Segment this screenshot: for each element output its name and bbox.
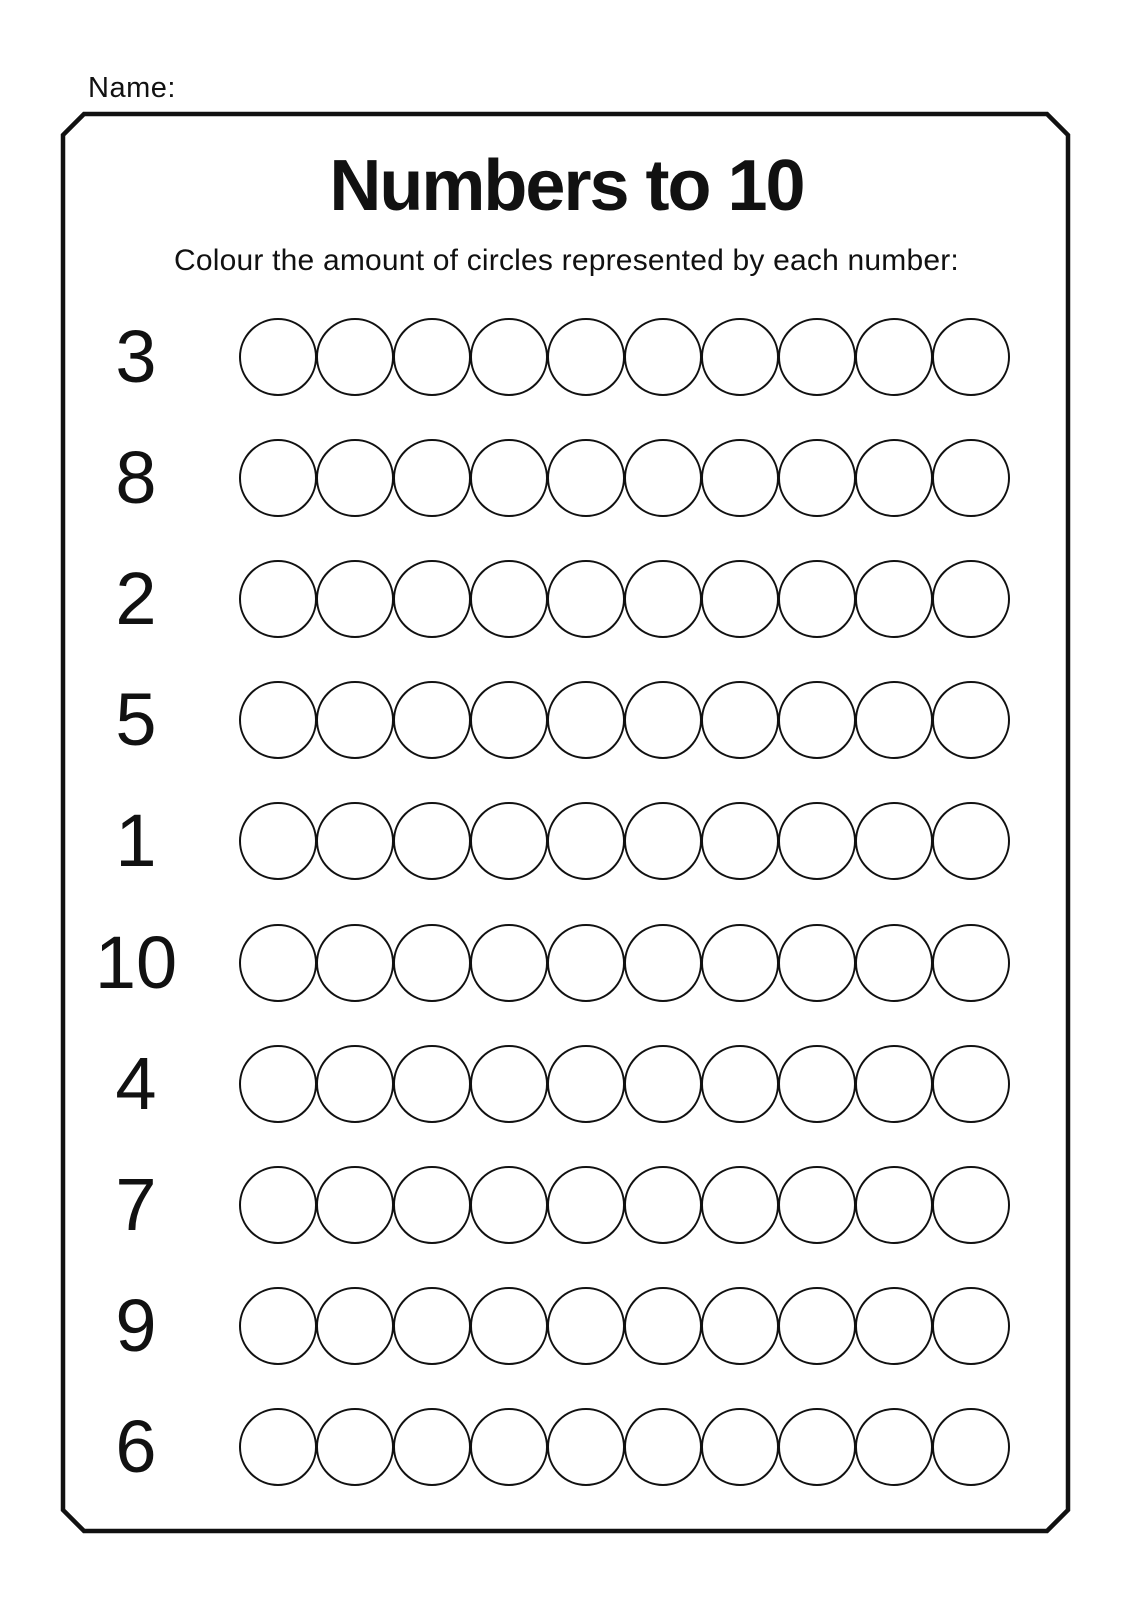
colour-circle[interactable]	[624, 318, 702, 396]
colour-circle[interactable]	[239, 802, 317, 880]
colour-circle[interactable]	[932, 1045, 1010, 1123]
colour-circle[interactable]	[470, 318, 548, 396]
colour-circle[interactable]	[393, 681, 471, 759]
colour-circle[interactable]	[239, 924, 317, 1002]
colour-circle[interactable]	[855, 439, 933, 517]
colour-circle[interactable]	[701, 1045, 779, 1123]
colour-circle[interactable]	[547, 1166, 625, 1244]
colour-circle[interactable]	[932, 1287, 1010, 1365]
colour-circle[interactable]	[393, 318, 471, 396]
circle-row	[239, 1408, 1010, 1486]
colour-circle[interactable]	[778, 924, 856, 1002]
circle-row	[239, 318, 1010, 396]
colour-circle[interactable]	[316, 924, 394, 1002]
colour-circle[interactable]	[701, 1287, 779, 1365]
instruction-text: Colour the amount of circles represented by each number:	[174, 244, 959, 277]
colour-circle[interactable]	[855, 1045, 933, 1123]
row-number: 3	[115, 315, 157, 398]
colour-circle[interactable]	[470, 439, 548, 517]
row-number: 9	[115, 1284, 157, 1367]
colour-circle[interactable]	[855, 802, 933, 880]
colour-circle[interactable]	[855, 560, 933, 638]
colour-circle[interactable]	[239, 439, 317, 517]
colour-circle[interactable]	[855, 1287, 933, 1365]
colour-circle[interactable]	[547, 318, 625, 396]
colour-circle[interactable]	[624, 1166, 702, 1244]
colour-circle[interactable]	[547, 1408, 625, 1486]
colour-circle[interactable]	[624, 924, 702, 1002]
circle-row	[239, 924, 1010, 1002]
colour-circle[interactable]	[932, 439, 1010, 517]
circle-row	[239, 560, 1010, 638]
colour-circle[interactable]	[470, 924, 548, 1002]
colour-circle[interactable]	[932, 802, 1010, 880]
colour-circle[interactable]	[239, 681, 317, 759]
colour-circle[interactable]	[701, 318, 779, 396]
colour-circle[interactable]	[316, 681, 394, 759]
colour-circle[interactable]	[624, 1045, 702, 1123]
colour-circle[interactable]	[316, 318, 394, 396]
row-number: 2	[115, 557, 157, 640]
colour-circle[interactable]	[239, 560, 317, 638]
colour-circle[interactable]	[624, 1408, 702, 1486]
colour-circle[interactable]	[855, 1166, 933, 1244]
colour-circle[interactable]	[239, 1408, 317, 1486]
colour-circle[interactable]	[778, 439, 856, 517]
colour-circle[interactable]	[778, 1166, 856, 1244]
circle-row	[239, 681, 1010, 759]
colour-circle[interactable]	[778, 802, 856, 880]
circle-row	[239, 802, 1010, 880]
colour-circle[interactable]	[470, 1408, 548, 1486]
colour-circle[interactable]	[316, 802, 394, 880]
colour-circle[interactable]	[624, 560, 702, 638]
colour-circle[interactable]	[624, 439, 702, 517]
colour-circle[interactable]	[855, 318, 933, 396]
colour-circle[interactable]	[932, 318, 1010, 396]
colour-circle[interactable]	[932, 924, 1010, 1002]
colour-circle[interactable]	[624, 681, 702, 759]
colour-circle[interactable]	[470, 1045, 548, 1123]
colour-circle[interactable]	[470, 560, 548, 638]
colour-circle[interactable]	[701, 924, 779, 1002]
row-number: 1	[115, 799, 157, 882]
colour-circle[interactable]	[316, 1287, 394, 1365]
row-number: 5	[115, 678, 157, 761]
worksheet-title: Numbers to 10	[329, 146, 804, 226]
colour-circle[interactable]	[701, 1408, 779, 1486]
colour-circle[interactable]	[239, 1166, 317, 1244]
circle-row	[239, 1287, 1010, 1365]
colour-circle[interactable]	[316, 1166, 394, 1244]
colour-circle[interactable]	[701, 681, 779, 759]
row-number: 4	[115, 1042, 157, 1125]
colour-circle[interactable]	[547, 802, 625, 880]
colour-circle[interactable]	[778, 560, 856, 638]
colour-circle[interactable]	[932, 1408, 1010, 1486]
colour-circle[interactable]	[855, 924, 933, 1002]
colour-circle[interactable]	[778, 318, 856, 396]
colour-circle[interactable]	[778, 1408, 856, 1486]
colour-circle[interactable]	[701, 1166, 779, 1244]
colour-circle[interactable]	[778, 1045, 856, 1123]
colour-circle[interactable]	[393, 924, 471, 1002]
colour-circle[interactable]	[316, 1408, 394, 1486]
colour-circle[interactable]	[239, 318, 317, 396]
colour-circle[interactable]	[701, 560, 779, 638]
colour-circle[interactable]	[855, 681, 933, 759]
colour-circle[interactable]	[778, 681, 856, 759]
colour-circle[interactable]	[547, 1045, 625, 1123]
colour-circle[interactable]	[932, 1166, 1010, 1244]
colour-circle[interactable]	[393, 560, 471, 638]
colour-circle[interactable]	[393, 1045, 471, 1123]
row-number: 6	[115, 1405, 157, 1488]
colour-circle[interactable]	[239, 1287, 317, 1365]
colour-circle[interactable]	[547, 1287, 625, 1365]
circle-row	[239, 1045, 1010, 1123]
colour-circle[interactable]	[470, 681, 548, 759]
colour-circle[interactable]	[547, 560, 625, 638]
colour-circle[interactable]	[316, 439, 394, 517]
name-label: Name:	[88, 72, 176, 104]
colour-circle[interactable]	[547, 681, 625, 759]
colour-circle[interactable]	[855, 1408, 933, 1486]
colour-circle[interactable]	[393, 439, 471, 517]
colour-circle[interactable]	[701, 802, 779, 880]
colour-circle[interactable]	[470, 1287, 548, 1365]
colour-circle[interactable]	[624, 802, 702, 880]
colour-circle[interactable]	[393, 802, 471, 880]
colour-circle[interactable]	[239, 1045, 317, 1123]
colour-circle[interactable]	[470, 802, 548, 880]
colour-circle[interactable]	[393, 1408, 471, 1486]
colour-circle[interactable]	[932, 560, 1010, 638]
circle-row	[239, 1166, 1010, 1244]
colour-circle[interactable]	[316, 1045, 394, 1123]
colour-circle[interactable]	[316, 560, 394, 638]
colour-circle[interactable]	[778, 1287, 856, 1365]
colour-circle[interactable]	[547, 924, 625, 1002]
row-number: 8	[115, 436, 157, 519]
colour-circle[interactable]	[547, 439, 625, 517]
colour-circle[interactable]	[393, 1166, 471, 1244]
colour-circle[interactable]	[624, 1287, 702, 1365]
colour-circle[interactable]	[393, 1287, 471, 1365]
colour-circle[interactable]	[470, 1166, 548, 1244]
colour-circle[interactable]	[701, 439, 779, 517]
circle-row	[239, 439, 1010, 517]
row-number: 10	[94, 921, 178, 1004]
row-number: 7	[115, 1163, 157, 1246]
colour-circle[interactable]	[932, 681, 1010, 759]
